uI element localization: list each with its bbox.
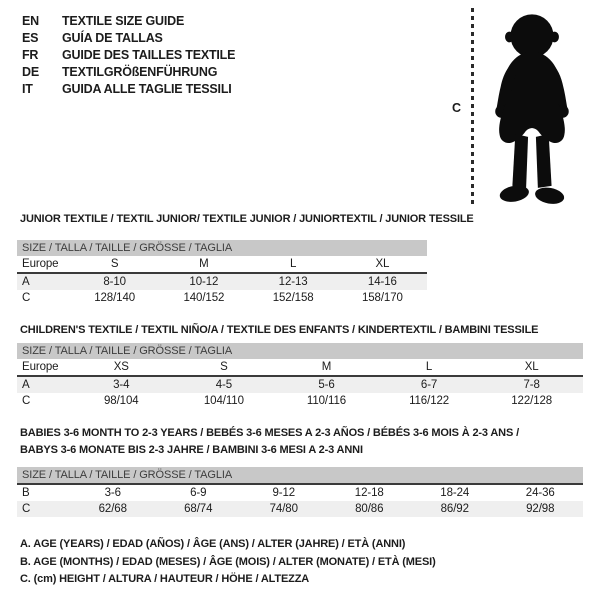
size-cell: 86/92: [440, 503, 469, 515]
lang-code: FR: [22, 48, 39, 62]
legend-notes: [20, 536, 436, 589]
row-label: A: [22, 379, 30, 391]
babies-table-title: BABIES 3-6 MONTH TO 2-3 YEARS / BEBÉS 3-6 MESES A 2-3 AÑOS / BÉBÉS 3-6 MOIS À 2-3 ANS / BABYS 3-6 MONATE BIS 2-3 JAHRE / BAMBINI 3-6 MESI A 2-3 ANNI: [20, 427, 519, 456]
row-label: C: [22, 503, 31, 515]
column-header: M: [199, 258, 209, 270]
lang-code: IT: [22, 82, 33, 96]
size-cell: 8-10: [103, 276, 126, 288]
legend-note-c: C. (cm) HEIGHT / ALTURA / HAUTEUR / HÖHE / ALTEZZA: [20, 573, 310, 585]
size-header-bar: SIZE / TALLA / TAILLE / GRÖSSE / TAGLIA: [17, 240, 427, 256]
lang-row-de: [22, 64, 235, 81]
size-cell: 6-9: [190, 487, 207, 499]
size-cell: 122/128: [511, 395, 553, 407]
row-label: B: [22, 487, 30, 499]
children-table-title: CHILDREN'S TEXTILE / TEXTIL NIÑO/A / TEXTILE DES ENFANTS / KINDERTEXTIL / BAMBINI TESSILE: [20, 324, 539, 336]
table-row-a: [17, 274, 427, 290]
legend-note-a: A. AGE (YEARS) / EDAD (AÑOS) / ÂGE (ANS) / ALTER (JAHRE) / ETÀ (ANNI): [20, 538, 406, 550]
table-row-a: [17, 377, 583, 393]
lang-row-en: [22, 13, 235, 30]
lang-row-fr: [22, 47, 235, 64]
size-header-bar: SIZE / TALLA / TAILLE / GRÖSSE / TAGLIA: [17, 343, 583, 359]
lang-title: TEXTILGRÖßENFÜHRUNG: [62, 65, 218, 79]
size-cell: 7-8: [523, 379, 540, 391]
baby-silhouette-image: [482, 9, 580, 208]
size-cell: 80/86: [355, 503, 384, 515]
babies-size-table: [17, 467, 583, 517]
size-cell: 116/122: [409, 395, 450, 407]
lang-row-it: [22, 81, 235, 98]
lang-title: TEXTILE SIZE GUIDE: [62, 14, 185, 28]
table-row-b: [17, 485, 583, 501]
size-header-bar: SIZE / TALLA / TAILLE / GRÖSSE / TAGLIA: [17, 467, 583, 485]
junior-size-table: [17, 240, 427, 306]
size-cell: 12-18: [354, 487, 384, 499]
size-cell: 14-16: [367, 276, 397, 288]
lang-code: EN: [22, 14, 39, 28]
size-cell: 74/80: [269, 503, 298, 515]
row-label: A: [22, 276, 30, 288]
lang-title: GUÍA DE TALLAS: [62, 31, 163, 45]
table-row-c: [17, 501, 583, 517]
size-cell: 62/68: [98, 503, 127, 515]
lang-row-es: [22, 30, 235, 47]
column-header: XS: [113, 361, 129, 373]
size-cell: 6-7: [420, 379, 438, 391]
size-cell: 4-5: [215, 379, 233, 391]
column-header: L: [289, 258, 297, 270]
column-header: L: [425, 361, 433, 373]
size-cell: 18-24: [440, 487, 470, 499]
column-header: XL: [524, 361, 539, 373]
size-cell: 24-36: [525, 487, 555, 499]
size-cell: 128/140: [94, 292, 136, 304]
column-header: S: [110, 258, 119, 270]
size-cell: 5-6: [318, 379, 335, 391]
height-measure-dashed-line: [471, 8, 474, 208]
table-row-c: [17, 290, 427, 306]
size-cell: 152/158: [272, 292, 314, 304]
lang-code: ES: [22, 31, 39, 45]
table-head-row: [17, 256, 427, 274]
size-cell: 10-12: [189, 276, 219, 288]
size-cell: 110/116: [306, 395, 347, 407]
size-cell: 98/104: [104, 395, 139, 407]
size-cell: 12-13: [278, 276, 308, 288]
lang-title: GUIDA ALLE TAGLIE TESSILI: [62, 82, 232, 96]
size-cell: 140/152: [183, 292, 225, 304]
size-cell: 158/170: [361, 292, 403, 304]
legend-note-b: B. AGE (MONTHS) / EDAD (MESES) / ÂGE (MOIS) / ALTER (MONATE) / ETÀ (MESI): [20, 555, 436, 568]
column-header: M: [321, 361, 332, 373]
lang-title: GUIDE DES TAILLES TEXTILE: [62, 48, 236, 62]
size-cell: 3-6: [104, 487, 121, 499]
region-label: Europe: [22, 361, 59, 373]
column-header: XL: [375, 258, 390, 270]
table-head-row: [17, 359, 583, 377]
region-label: Europe: [22, 258, 59, 270]
size-cell: 3-4: [113, 379, 130, 391]
size-cell: 104/110: [203, 395, 244, 407]
size-cell: 92/98: [526, 503, 555, 515]
size-cell: 68/74: [184, 503, 213, 515]
row-label: C: [22, 292, 31, 304]
lang-code: DE: [22, 65, 39, 79]
size-cell: 9-12: [272, 487, 296, 499]
junior-table-title: JUNIOR TEXTILE / TEXTIL JUNIOR/ TEXTILE JUNIOR / JUNIORTEXTIL / JUNIOR TESSILE: [20, 213, 474, 225]
children-size-table: [17, 343, 583, 409]
measure-c-label: C: [452, 101, 462, 115]
row-label: C: [22, 395, 31, 407]
language-title-list: [22, 13, 235, 98]
column-header: S: [220, 361, 228, 373]
table-row-c: [17, 393, 583, 409]
